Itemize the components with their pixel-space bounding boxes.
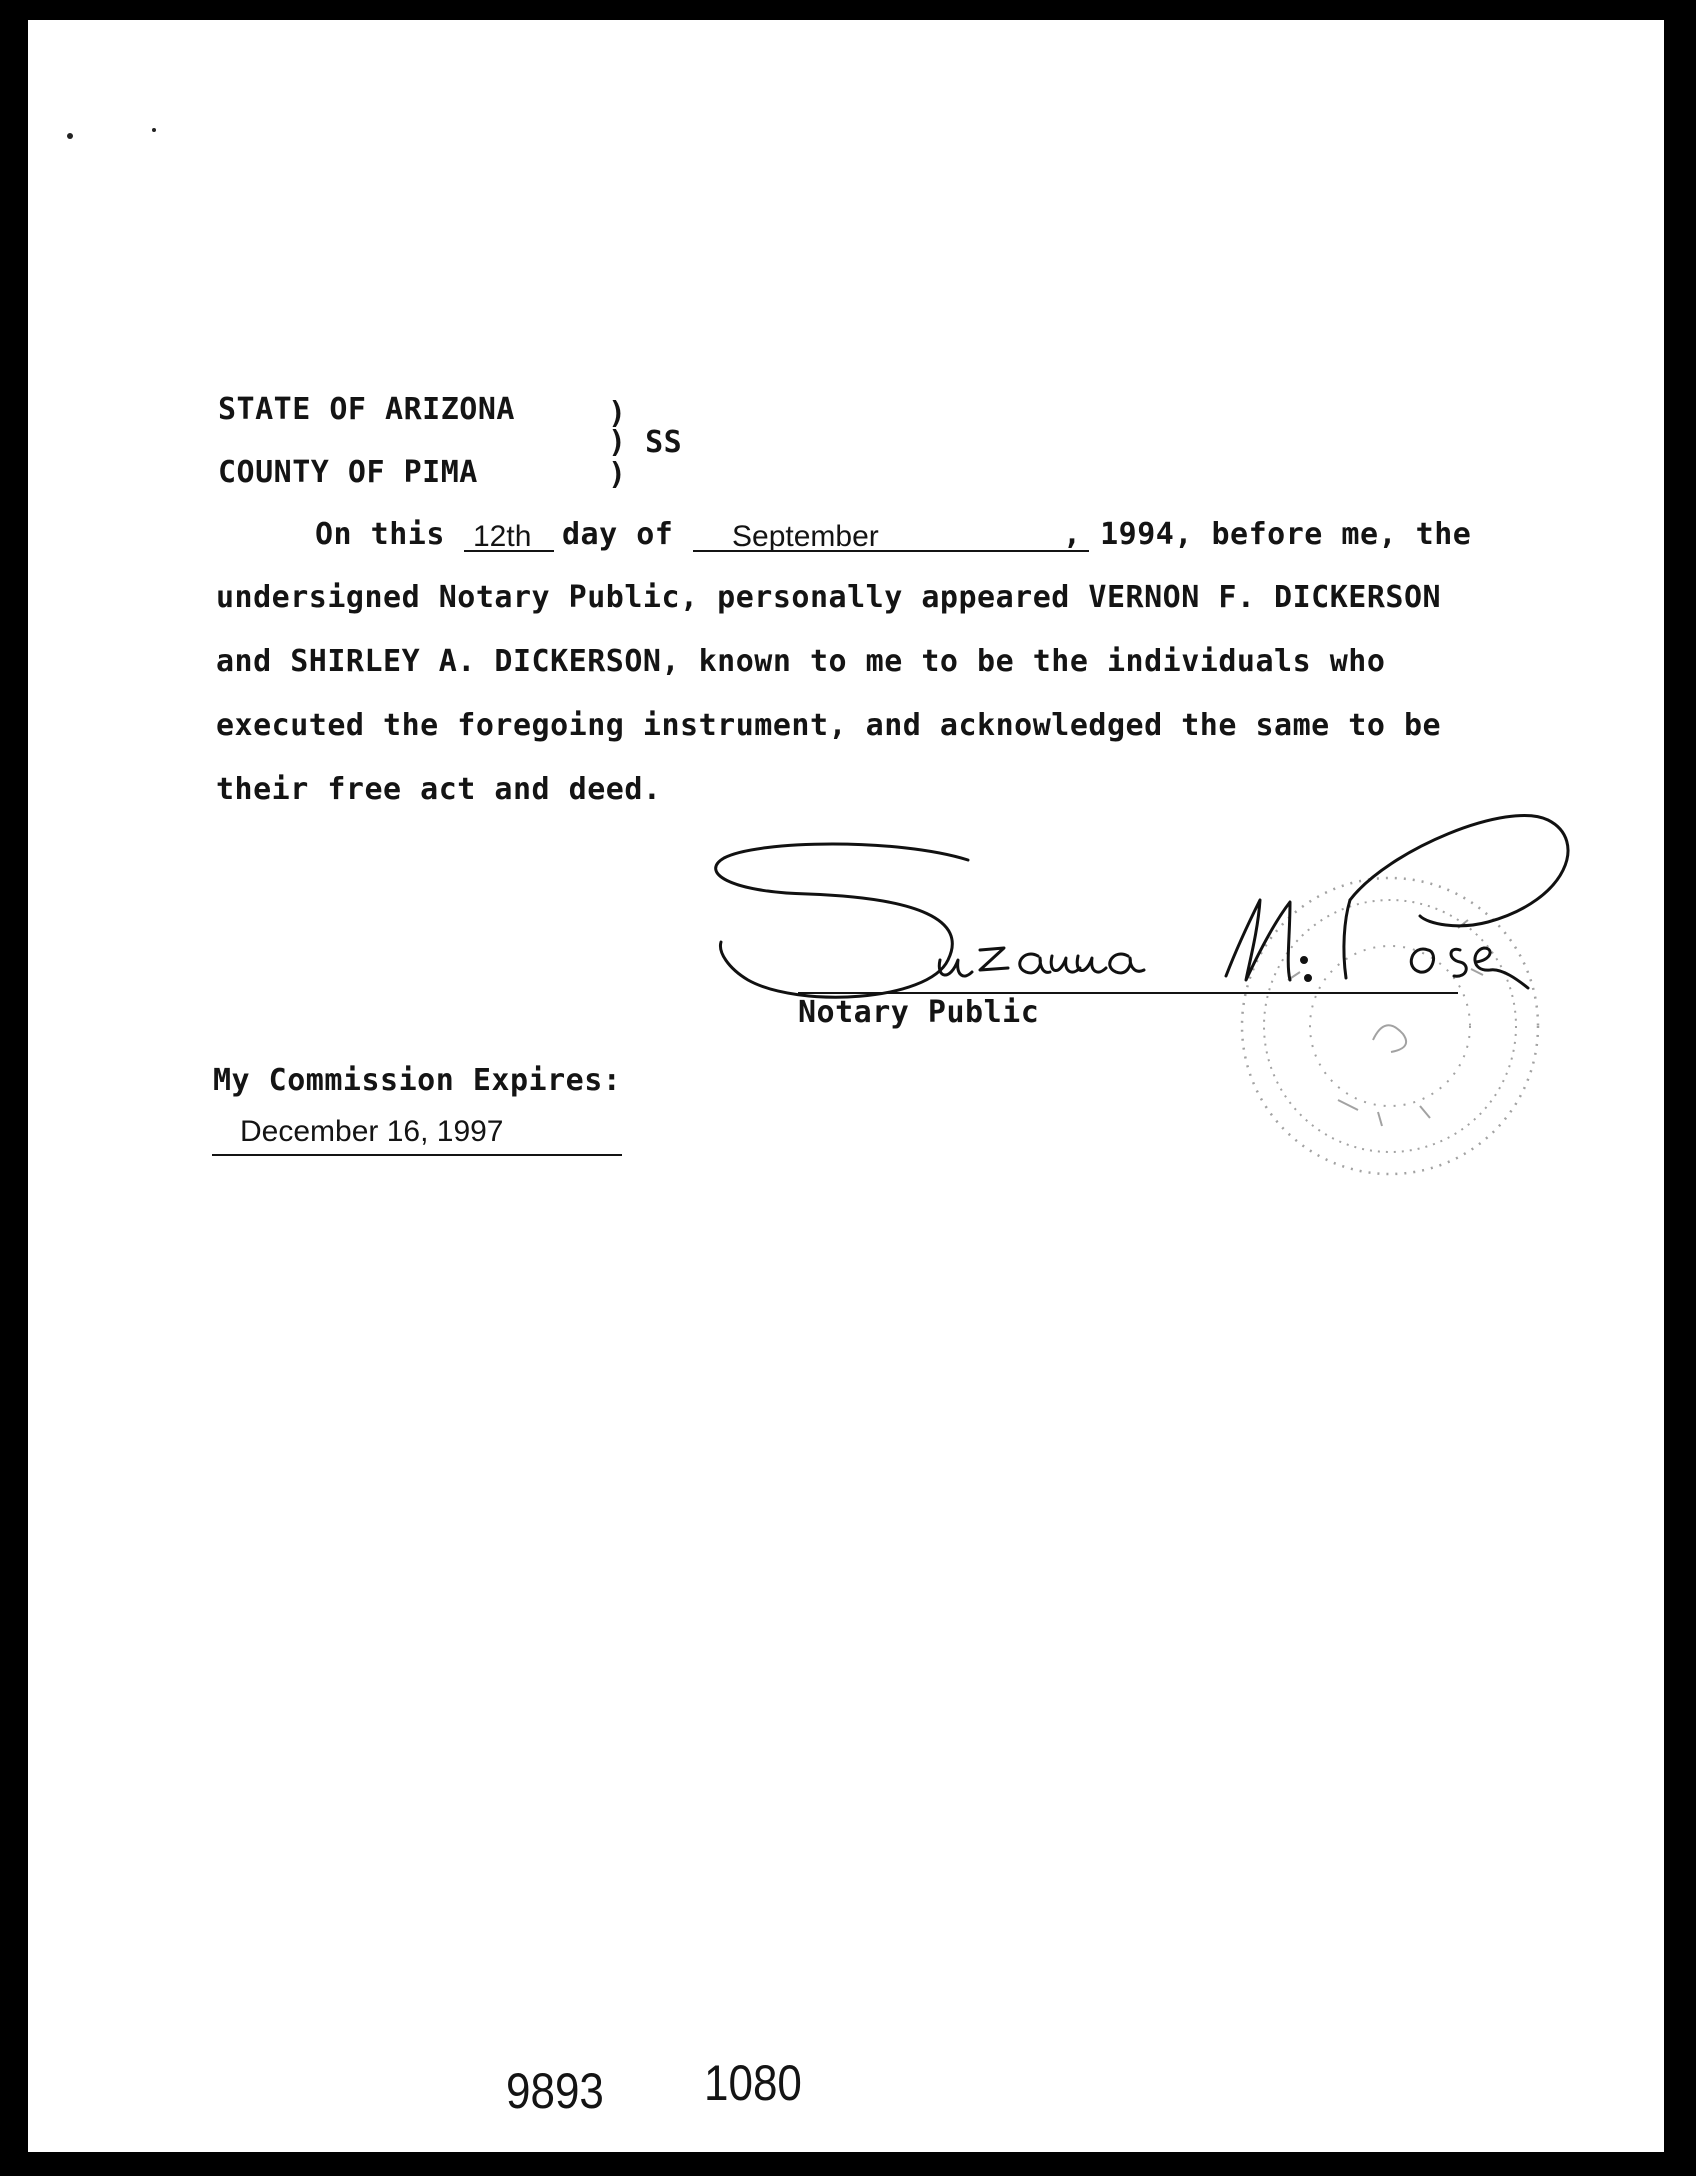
signature-icon bbox=[716, 815, 1568, 997]
county-line: COUNTY OF PIMA bbox=[218, 455, 478, 490]
ack-day-of: day of bbox=[562, 517, 674, 552]
venue-ss: ) SS bbox=[608, 425, 683, 460]
ack-line-4: their free act and deed. bbox=[216, 772, 662, 807]
venue-paren-1: ) bbox=[608, 396, 627, 431]
page-number: 1080 bbox=[704, 2055, 802, 2111]
ack-line-1: undersigned Notary Public, personally appeared VERNON F. DICKERSON bbox=[216, 580, 1442, 615]
document-page bbox=[28, 20, 1664, 2152]
ack-line-2: and SHIRLEY A. DICKERSON, known to me to be the individuals who bbox=[216, 644, 1386, 679]
ack-year-clause: , 1994, before me, the bbox=[1063, 517, 1472, 552]
state-line: STATE OF ARIZONA bbox=[218, 392, 515, 427]
notary-seal-icon bbox=[1242, 878, 1538, 1174]
venue-paren-3: ) bbox=[608, 457, 627, 492]
commission-date: December 16, 1997 bbox=[240, 1115, 504, 1148]
signature-and-seal-layer bbox=[28, 20, 1664, 2152]
ack-prefix: On this bbox=[315, 517, 445, 552]
signature-title: Notary Public bbox=[798, 995, 1040, 1030]
ack-day: 12th bbox=[473, 520, 532, 553]
commission-label: My Commission Expires: bbox=[213, 1063, 622, 1098]
doc-number: 9893 bbox=[506, 2063, 604, 2119]
ack-month: September bbox=[732, 520, 879, 553]
ack-line-3: executed the foregoing instrument, and acknowledged the same to be bbox=[216, 708, 1442, 743]
